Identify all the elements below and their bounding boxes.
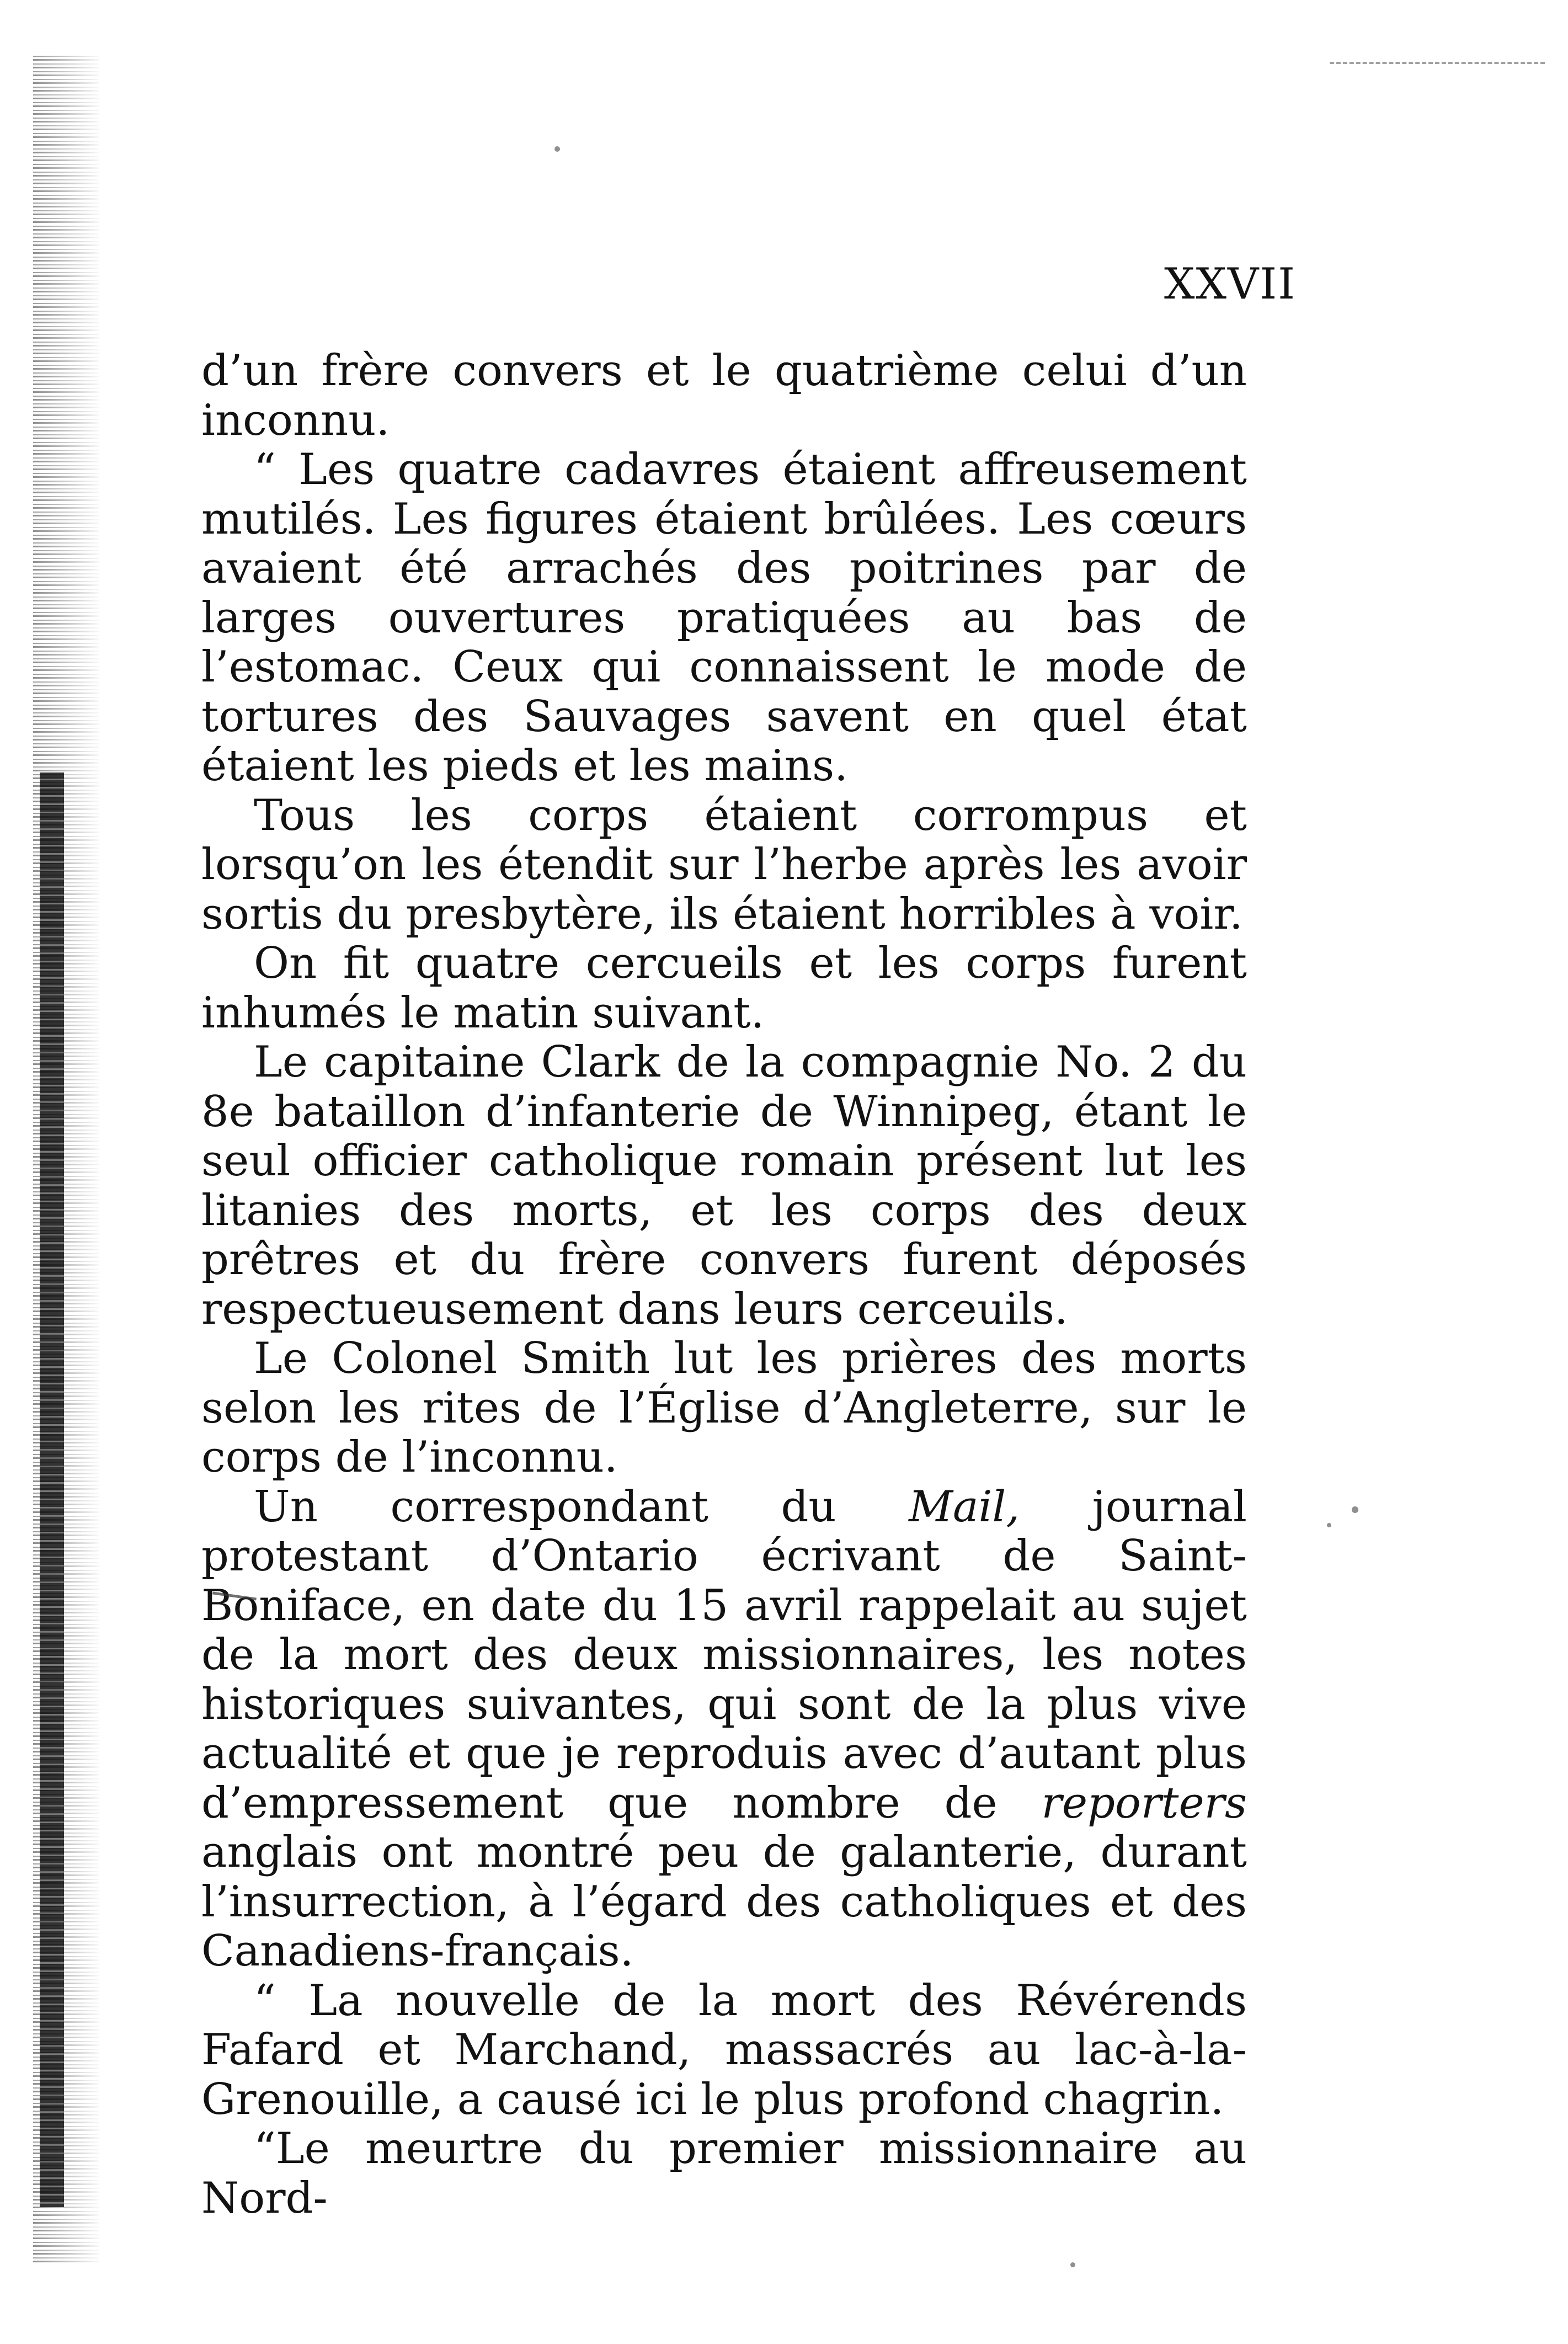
paragraph: [201, 1334, 1247, 1483]
italic-text: Mail,: [909, 1482, 1020, 1532]
paragraph-text: Le Colonel Smith lut les prières des morts selon les rites de l’Église d’Angleterre, sur le corps de l’inconnu.: [201, 1334, 1247, 1482]
paragraph: [201, 2124, 1247, 2223]
paragraph-text: “ Les quatre cadavres étaient affreusement mutilés. Les figures étaient brûlées. Les cœurs avaient été arrachés des poitrines par de larges ouvertures pratiquées au bas de l’estomac. Ceux qui connaissent le mode de tortures des Sauvages savent en quel état étaient les pieds et les mains.: [201, 445, 1247, 791]
scan-speck: [1327, 1523, 1331, 1527]
paragraph-text: Un correspondant du: [254, 1482, 909, 1532]
paragraph-text: Le capitaine Clark de la compagnie No. 2 du 8e bataillon d’infanterie de Winnipeg, étant le seul officier catholique romain présent lut les litanies des morts, et les corps des deux prêtres et du frère convers furent déposés respectueusement dans leurs cerceuils.: [201, 1037, 1247, 1334]
book-spine-shadow: [40, 773, 64, 2207]
paragraph-text: “ La nouvelle de la mort des Révérends Fafard et Marchand, massacrés au lac-à-la-Grenouille, a causé ici le plus profond chagrin.: [201, 1975, 1247, 2124]
paragraph-text: anglais ont montré peu de galanterie, durant l’insurrection, à l’égard des catholiques et des Canadiens-français.: [201, 1828, 1247, 1976]
paragraph: [201, 939, 1247, 1038]
paragraph-text: “Le meurtre du premier missionnaire au Nord-: [201, 2124, 1247, 2223]
body-text: [201, 347, 1247, 2223]
paragraph: [201, 1977, 1247, 2125]
paragraph-text: d’un frère convers et le quatrième celui d’un inconnu.: [201, 346, 1247, 445]
page-number: XXVII: [1164, 259, 1297, 309]
paragraph: [201, 791, 1247, 940]
paragraph: [201, 347, 1247, 445]
scan-speck: [1352, 1506, 1358, 1513]
paragraph-text: On fit quatre cercueils et les corps furent inhumés le matin suivant.: [201, 939, 1247, 1038]
scan-speck: [1070, 2262, 1075, 2267]
paragraph-text: journal protestant d’Ontario écrivant de Saint-Boniface, en date du 15 avril rappelait au sujet de la mort des deux missionnaires, les notes historiques suivantes, qui sont de la plus vive actualité et que je reproduis avec d’autant plus d’empressement que nombre de: [201, 1482, 1247, 1828]
italic-text: reporters: [1041, 1778, 1247, 1828]
paragraph: [201, 445, 1247, 791]
scan-artifact-rule: [1330, 62, 1545, 64]
paragraph: [201, 1038, 1247, 1334]
scan-speck: [554, 146, 560, 152]
paragraph: [201, 1483, 1247, 1977]
paragraph-text: Tous les corps étaient corrompus et lorsqu’on les étendit sur l’herbe après les avoir sortis du presbytère, ils étaient horribles à voir.: [201, 790, 1247, 939]
